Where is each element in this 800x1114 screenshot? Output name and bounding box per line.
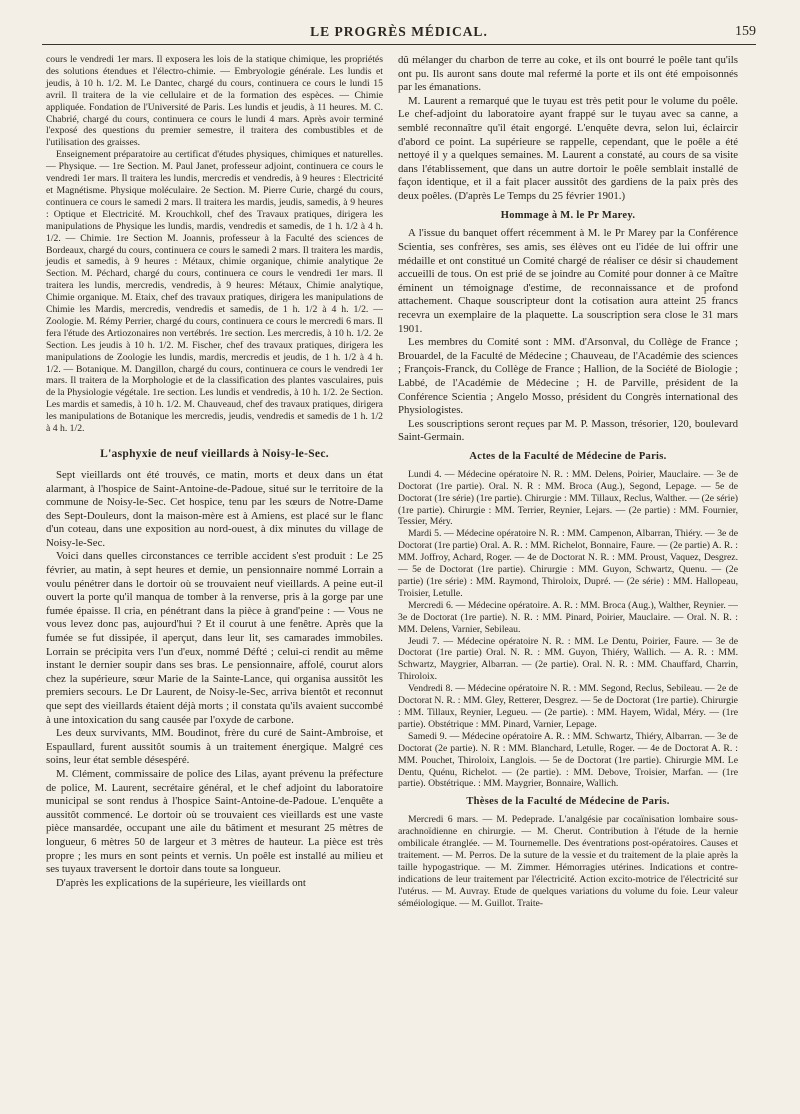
left-column bbox=[46, 54, 383, 890]
paragraph: Les souscriptions seront reçues par M. P. Masson, trésorier, 120, boulevard Saint-Germain. bbox=[398, 417, 738, 444]
paragraph: Jeudi 7. — Médecine opératoire N. R. : MM. Le Dentu, Poirier, Faure. — 3e de Doctorat (1re partie) Oral. N. R. : MM. Guyon, Thiéry, Wallich. — A. R. : MM. Schwartz, Maygrier, Albarran. — (2e partie). Oral. N. R. : MM. Chauffard, Charrin, Thiroloix. bbox=[398, 635, 738, 683]
article-title: L'asphyxie de neuf vieillards à Noisy-le-Sec. bbox=[100, 448, 329, 460]
paragraph: Sept vieillards ont été trouvés, ce matin, morts et deux dans un état alarmant, à l'hospice de Saint-Antoine-de-Padoue, situé sur le territoire de la commune de Noisy-le-Sec. Cet hospice, tenu par les sœurs de Notre-Dame des Sept-Douleurs, dont la maison-mère est à Amiens, est placé sur le flanc d'un coteau, dans une exposition au nord-ouest, à dix minutes du village de Noisy-le-Sec. bbox=[46, 468, 383, 549]
paragraph: cours le vendredi 1er mars. Il exposera les lois de la statique chimique, les propriétés des solutions étendues et l'électro-chimie. — Embryologie générale. Les lundis et jeudis, à 10 h. 1/2. M. Le Dantec, chargé du cours, continuera ce cours le lundi 15 avril. Il traitera de la vie cellulaire et de la formation des espèces. — Chimie appliquée. Fondation de l'Université de Paris. Les lundis et jeudis, à 11 heures. M. C. Chabrié, chargé du cours, continuera ce cours le lundi 4 mars. Après avoir terminé l'exposé des questions du premier semestre, il traitera des combustibles et de l'utilisation des graisses. bbox=[46, 54, 383, 149]
paragraph: Enseignement préparatoire au certificat d'études physiques, chimiques et naturelles. — Physique. — 1re Section. M. Paul Janet, professeur adjoint, continuera ce cours le vendredi 1er mars. Il traitera les lundis, mercredis et vendredis, à 9 heures : Electricité et Magnétisme. Physique moléculaire. 2e Section. M. Pierre Curie, chargé du cours, continuera ce cours le samedi 2 mars. Il traitera les mardis, jeudis, samedis, à 9 heures : Optique et Electricité. M. Krouchkoll, chef des Travaux pratiques, dirigera les manipulations de Physique les lundis, mardis, vendredis et samedis, de 1 h. 1/2 à 4 h. 1/2. — Chimie. 1re Section M. Joannis, professeur à la Faculté des sciences de Bordeaux, chargé du cours, continuera ce cours le samedi 2 mars. Il traitera les mardis, jeudis et samedis, à 9 heures : Métaux, chimie organique, chimie analytique 2e Section. M. Péchard, chargé du cours, continuera ce cours le vendredi 1er mars. Il traitera les lundis, mercredis, vendredis, à 9 heures: Métaux, Chimie analytique, Chimie organique. M. Etaix, chef des travaux pratiques, dirigera les manipulations de Chimie les Mardis, mercredis, vendredis et samedis, de 1 h. 1/2 à 4 h. 1/2. — Zoologie. M. Rémy Perrier, chargé du cours, continuera ce cours le mercredi 6 mars. Il fera l'étude des Artiozonaires non vertébrés. 1re section. Les mercredis, à 10 h. 1/2. 2e Section. Les jeudis à 10 h. 1/2. M. Fischer, chef des travaux pratiques, dirigera les manipulations de Zoologie les lundis, mardis, mercredis et jeudis, de 1 h. 1/2 à 4 h. 1/2. — Botanique. M. Dangillon, chargé du cours, continuera ce cours le vendredi 1er mars. Il traitera de la Morphologie et de la classification des plantes vasculaires, puis de la Physiologie végétale. 1re section. Les lundis et vendredis, à 10 h. 1/2. 2e Section. Les mardis et samedis, à 10 h. 1/2. M. Chauveaud, chef des travaux pratiques, dirigera les manipulations de Botanique les mercredis, jeudis, vendredis et samedis de 1 h. 1/2 à 4 h. 1/2. bbox=[46, 149, 383, 435]
paragraph: M. Laurent a remarqué que le tuyau est très petit pour le volume du poêle. Le chef-adjoint du laboratoire ayant frappé sur le tuyau avec sa canne, a semblé reconnaître qu'il était engorgé. L'enquête devra, selon lui, éclaircir d'abord ce point. La supérieure se rappelle, cependant, que le poêle a été nettoyé il y a quelques semaines. M. Laurent a constaté, au cours de sa visite dans l'établissement, que dans un autre dortoir le poêle semblait installé de façon identique, et il a fait placer aussitôt des gardiens de la paix près des deux poêles. (D'après Le Temps du 25 février 1901.) bbox=[398, 94, 738, 202]
page-number: 159 bbox=[735, 24, 756, 39]
section-title-hommage: Hommage à M. le Pr Marey. bbox=[500, 209, 636, 221]
paragraph: Voici dans quelles circonstances ce terrible accident s'est produit : Le 25 février, au matin, à sept heures et demie, un pensionnaire nommé Lorrain a voulu pénétrer dans le dortoir où se trouvaient neuf vieillards. A peine eut-il ouvert la porte qu'il manqua de tomber à la renverse, pris à la gorge par une fumée épaisse. Il cria, en pénétrant dans la pièce à grand'peine : — Vous ne vous levez donc pas, aujourd'hui ? Et il courut à une fenêtre. Après que la fumée se fut dissipée, il aperçut, dans leur lit, ses camarades immobiles. Lorrain se précipita vers l'un d'eux, nommé Défté ; celui-ci rendit au même instant le dernier soupir dans ses bras. Le pensionnaire, affolé, courut alors chez la supérieure, sœur Marie de la Sainte-Lance, qui organisa aussitôt les premiers secours. Le Dr Laurent, de Noisy-le-Sec, arriva bientôt et reconnut que sept des vieillards étaient déjà morts ; il constata qu'ils avaient succombé à une intoxication du sang causée par l'oxyde de carbone. bbox=[46, 550, 383, 726]
right-column bbox=[398, 54, 738, 909]
paragraph: dû mélanger du charbon de terre au coke, et ils ont bourré le poêle tant qu'ils ont pu. Ils auront sans doute mal refermé la porte et ils ont été empoisonnés par les émanations. bbox=[398, 54, 738, 94]
paragraph: Les membres du Comité sont : MM. d'Arsonval, du Collège de France ; Brouardel, de la Faculté de Médecine ; Chauveau, de l'Académie des sciences ; François-Franck, du Collège de France ; Hallion, de la Société de Biologie ; Labbé, de l'Académie de Médecine ; H. de Parville, président de la Conférence Scientia ; Angelo Mosso, président du Congrès international des Physiologistes. bbox=[398, 336, 738, 417]
page-header bbox=[42, 22, 756, 45]
paragraph: Vendredi 8. — Médecine opératoire N. R. : MM. Segond, Reclus, Sebileau. — 2e de Doctorat N. R. : MM. Gley, Retterer, Desgrez. — 5e de Doctorat (1re partie). Chirurgie : MM. Tillaux, Reynier, Legueu. — (2e partie). : MM. Hayem, Widal, Méry. — (1re partie). Obstétrique : MM. Pinard, Varnier, Lepage. bbox=[398, 683, 738, 730]
paragraph: Mardi 5. — Médecine opératoire N. R. : MM. Campenon, Albarran, Thiéry. — 3e de Doctorat (1re partie) Oral. A. R. : MM. Richelot, Bonnaire, Faure. — (2e partie) A. R. : MM. Joffroy, Achard, Roger. — 4e de Doctorat N. R. : MM. Proust, Vaquez, Desgrez. — 5e de Doctorat (1re partie). Chirurgie : MM. Guyon, Schwartz, Quenu. — (2e partie) (1re série) : MM. Raymond, Thiroloix, Dupré. — (2e série) : MM. Hallopeau, Troisier, Letulle. bbox=[398, 528, 738, 599]
section-title-actes: Actes de la Faculté de Médecine de Paris. bbox=[469, 450, 667, 462]
paragraph: A l'issue du banquet offert récemment à M. le Pr Marey par la Conférence Scientia, ses confrères, ses amis, ses élèves ont eu l'idée de lui offrir une médaille et ont constitué un Comité chargé de réaliser ce désir si chaudement accueilli de tous. On est prié de se joindre au Comité pour donner à ce Maître éminent un témoignage d'estime, de reconnaissance et de profond attachement. Chaque souscripteur dont la cotisation aura atteint 25 francs recevra un exemplaire de la plaquette. La souscription sera close le 31 mars 1901. bbox=[398, 227, 738, 335]
paragraph: Mercredi 6 mars. — M. Pedeprade. L'analgésie par cocaïnisation lombaire sous-arachnoïdienne en chirurgie. — M. Cherut. Contribution à l'étude de la hernie ombilicale étranglée. — M. Tournemelle. Des éventrations post-opératoires. Causes et traitement. — M. Perros. De la suture de la vessie et du traitement de la plaie après la taille hypogastrique. — M. Zimmer. Hémorragies utérines. Indications et contre-indications de leur traitement par l'électricité. Action excito-motrice de l'électricité sur l'utérus. — M. Auvray. Etude de quelques variations du volume du foie. Leur valeur séméiologique. — M. Guillot. Traite- bbox=[398, 814, 738, 909]
paragraph: Lundi 4. — Médecine opératoire N. R. : MM. Delens, Poirier, Mauclaire. — 3e de Doctorat (1re partie). Oral. N. R : MM. Broca (Aug.), Segond, Lepage. — 5e de Doctorat (1re série) (1re partie). Chirurgie : MM. Tillaux, Reclus, Walther. — (2e série) (1re partie). Chirurgie : MM. Terrier, Reynier, Lejars. — (2e partie) : MM. Fournier, Tessier, Méry. bbox=[398, 468, 738, 528]
journal-title: LE PROGRÈS MÉDICAL. bbox=[310, 24, 488, 39]
paragraph: Samedi 9. — Médecine opératoire A. R. : MM. Schwartz, Thiéry, Albarran. — 3e de Doctorat (2e partie). N. R : MM. Blanchard, Letulle, Roger. — 4e de Doctorat A. R. : MM. Pouchet, Thiroloix, Langlois. — 5e de Doctorat (1re partie). Chirurgie MM. Le Dentu, Quénu, Richelot. — (2e partie). : MM. Debove, Troisier, Marfan. — (1re partie). Obstétrique. : MM. Maygrier, Bonnaire, Wallich. bbox=[398, 730, 738, 790]
paragraph: Mercredi 6. — Médecine opératoire. A. R. : MM. Broca (Aug.), Walther, Reynier. — 3e de Doctorat (1re partie). N. R. : MM. Pinard, Poirier, Mauclaire. — Oral. N. R. : MM. Delens, Varnier, Sebileau. bbox=[398, 599, 738, 635]
paragraph: Les deux survivants, MM. Boudinot, frère du curé de Saint-Ambroise, et Espaullard, furent aussitôt soumis à un traitement énergique. Malgré ces soins, leur état semble désespéré. bbox=[46, 727, 383, 767]
section-title-theses: Thèses de la Faculté de Médecine de Paris. bbox=[466, 796, 670, 808]
paragraph: D'après les explications de la supérieure, les vieillards ont bbox=[56, 876, 306, 889]
paragraph: M. Clément, commissaire de police des Lilas, ayant prévenu la préfecture de police, M. Laurent, secrétaire général, et le chef adjoint du laboratoire municipal se sont rendus à l'hospice Saint-Antoine-de-Padoue. L'enquête a aussitôt commencé. Le dortoir où se trouvaient ces vieillards est une vaste pièce mansardée, occupant une aile du bâtiment et mesurant 25 mètres de longueur, 6 mètres 50 de largeur et 3 mètres de hauteur. La pièce est très propre ; les murs en sont peints et vernis. Un poêle est installé au milieu et ses tuyaux traversent le dortoir dans toute sa longueur. bbox=[46, 767, 383, 876]
